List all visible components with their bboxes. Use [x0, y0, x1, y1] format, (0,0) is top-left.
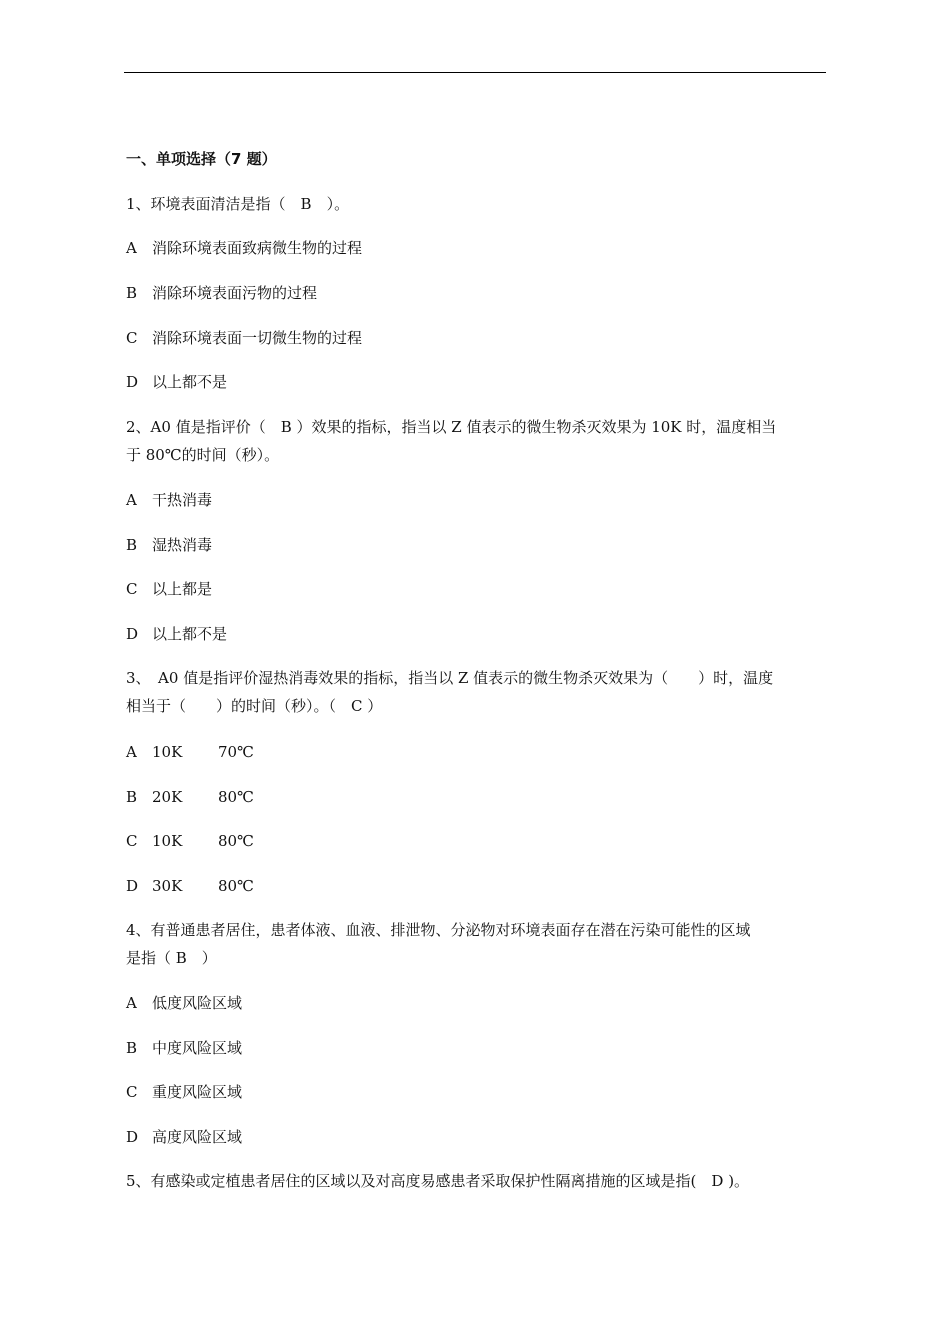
question-3-line-2: 相当于（ ）的时间（秒）。（ C ）	[126, 697, 383, 715]
question-4-line-2: 是指（ B ）	[126, 949, 217, 967]
q4-option-b: B 中度风险区域	[126, 1039, 243, 1057]
section-title: 一、单项选择（7 题）	[126, 150, 277, 168]
q2-option-a: A 干热消毒	[126, 491, 213, 509]
q4-option-c: C 重度风险区域	[126, 1083, 243, 1101]
question-2-line-1: 2、A0 值是指评价（ B ）效果的指标，指当以 Z 值表示的微生物杀灭效果为 10K 时，温度相当	[126, 418, 777, 436]
question-4-line-1: 4、有普通患者居住，患者体液、血液、排泄物、分泌物对环境表面存在潜在污染可能性的区域	[126, 921, 751, 939]
q3-option-c: C 10K 80℃	[126, 832, 254, 850]
header-rule	[124, 72, 826, 73]
q1-option-d: D 以上都不是	[126, 373, 228, 391]
q1-option-c: C 消除环境表面一切微生物的过程	[126, 329, 363, 347]
question-2-line-2: 于 80℃的时间（秒）。	[126, 446, 280, 464]
q1-option-b: B 消除环境表面污物的过程	[126, 284, 318, 302]
question-1: 1、环境表面清洁是指（ B ）。	[126, 195, 350, 213]
q3-option-a: A 10K 70℃	[126, 743, 254, 761]
q4-option-a: A 低度风险区域	[126, 994, 243, 1012]
q3-option-b: B 20K 80℃	[126, 788, 254, 806]
q1-option-a: A 消除环境表面致病微生物的过程	[126, 239, 363, 257]
q2-option-b: B 湿热消毒	[126, 536, 213, 554]
q3-option-d: D 30K 80℃	[126, 877, 254, 895]
q2-option-c: C 以上都是	[126, 580, 213, 598]
q4-option-d: D 高度风险区域	[126, 1128, 243, 1146]
question-5: 5、有感染或定植患者居住的区域以及对高度易感患者采取保护性隔离措施的区域是指( D )。	[126, 1172, 750, 1190]
q2-option-d: D 以上都不是	[126, 625, 228, 643]
question-3-line-1: 3、 A0 值是指评价湿热消毒效果的指标，指当以 Z 值表示的微生物杀灭效果为（ ）时，温度	[126, 669, 774, 687]
